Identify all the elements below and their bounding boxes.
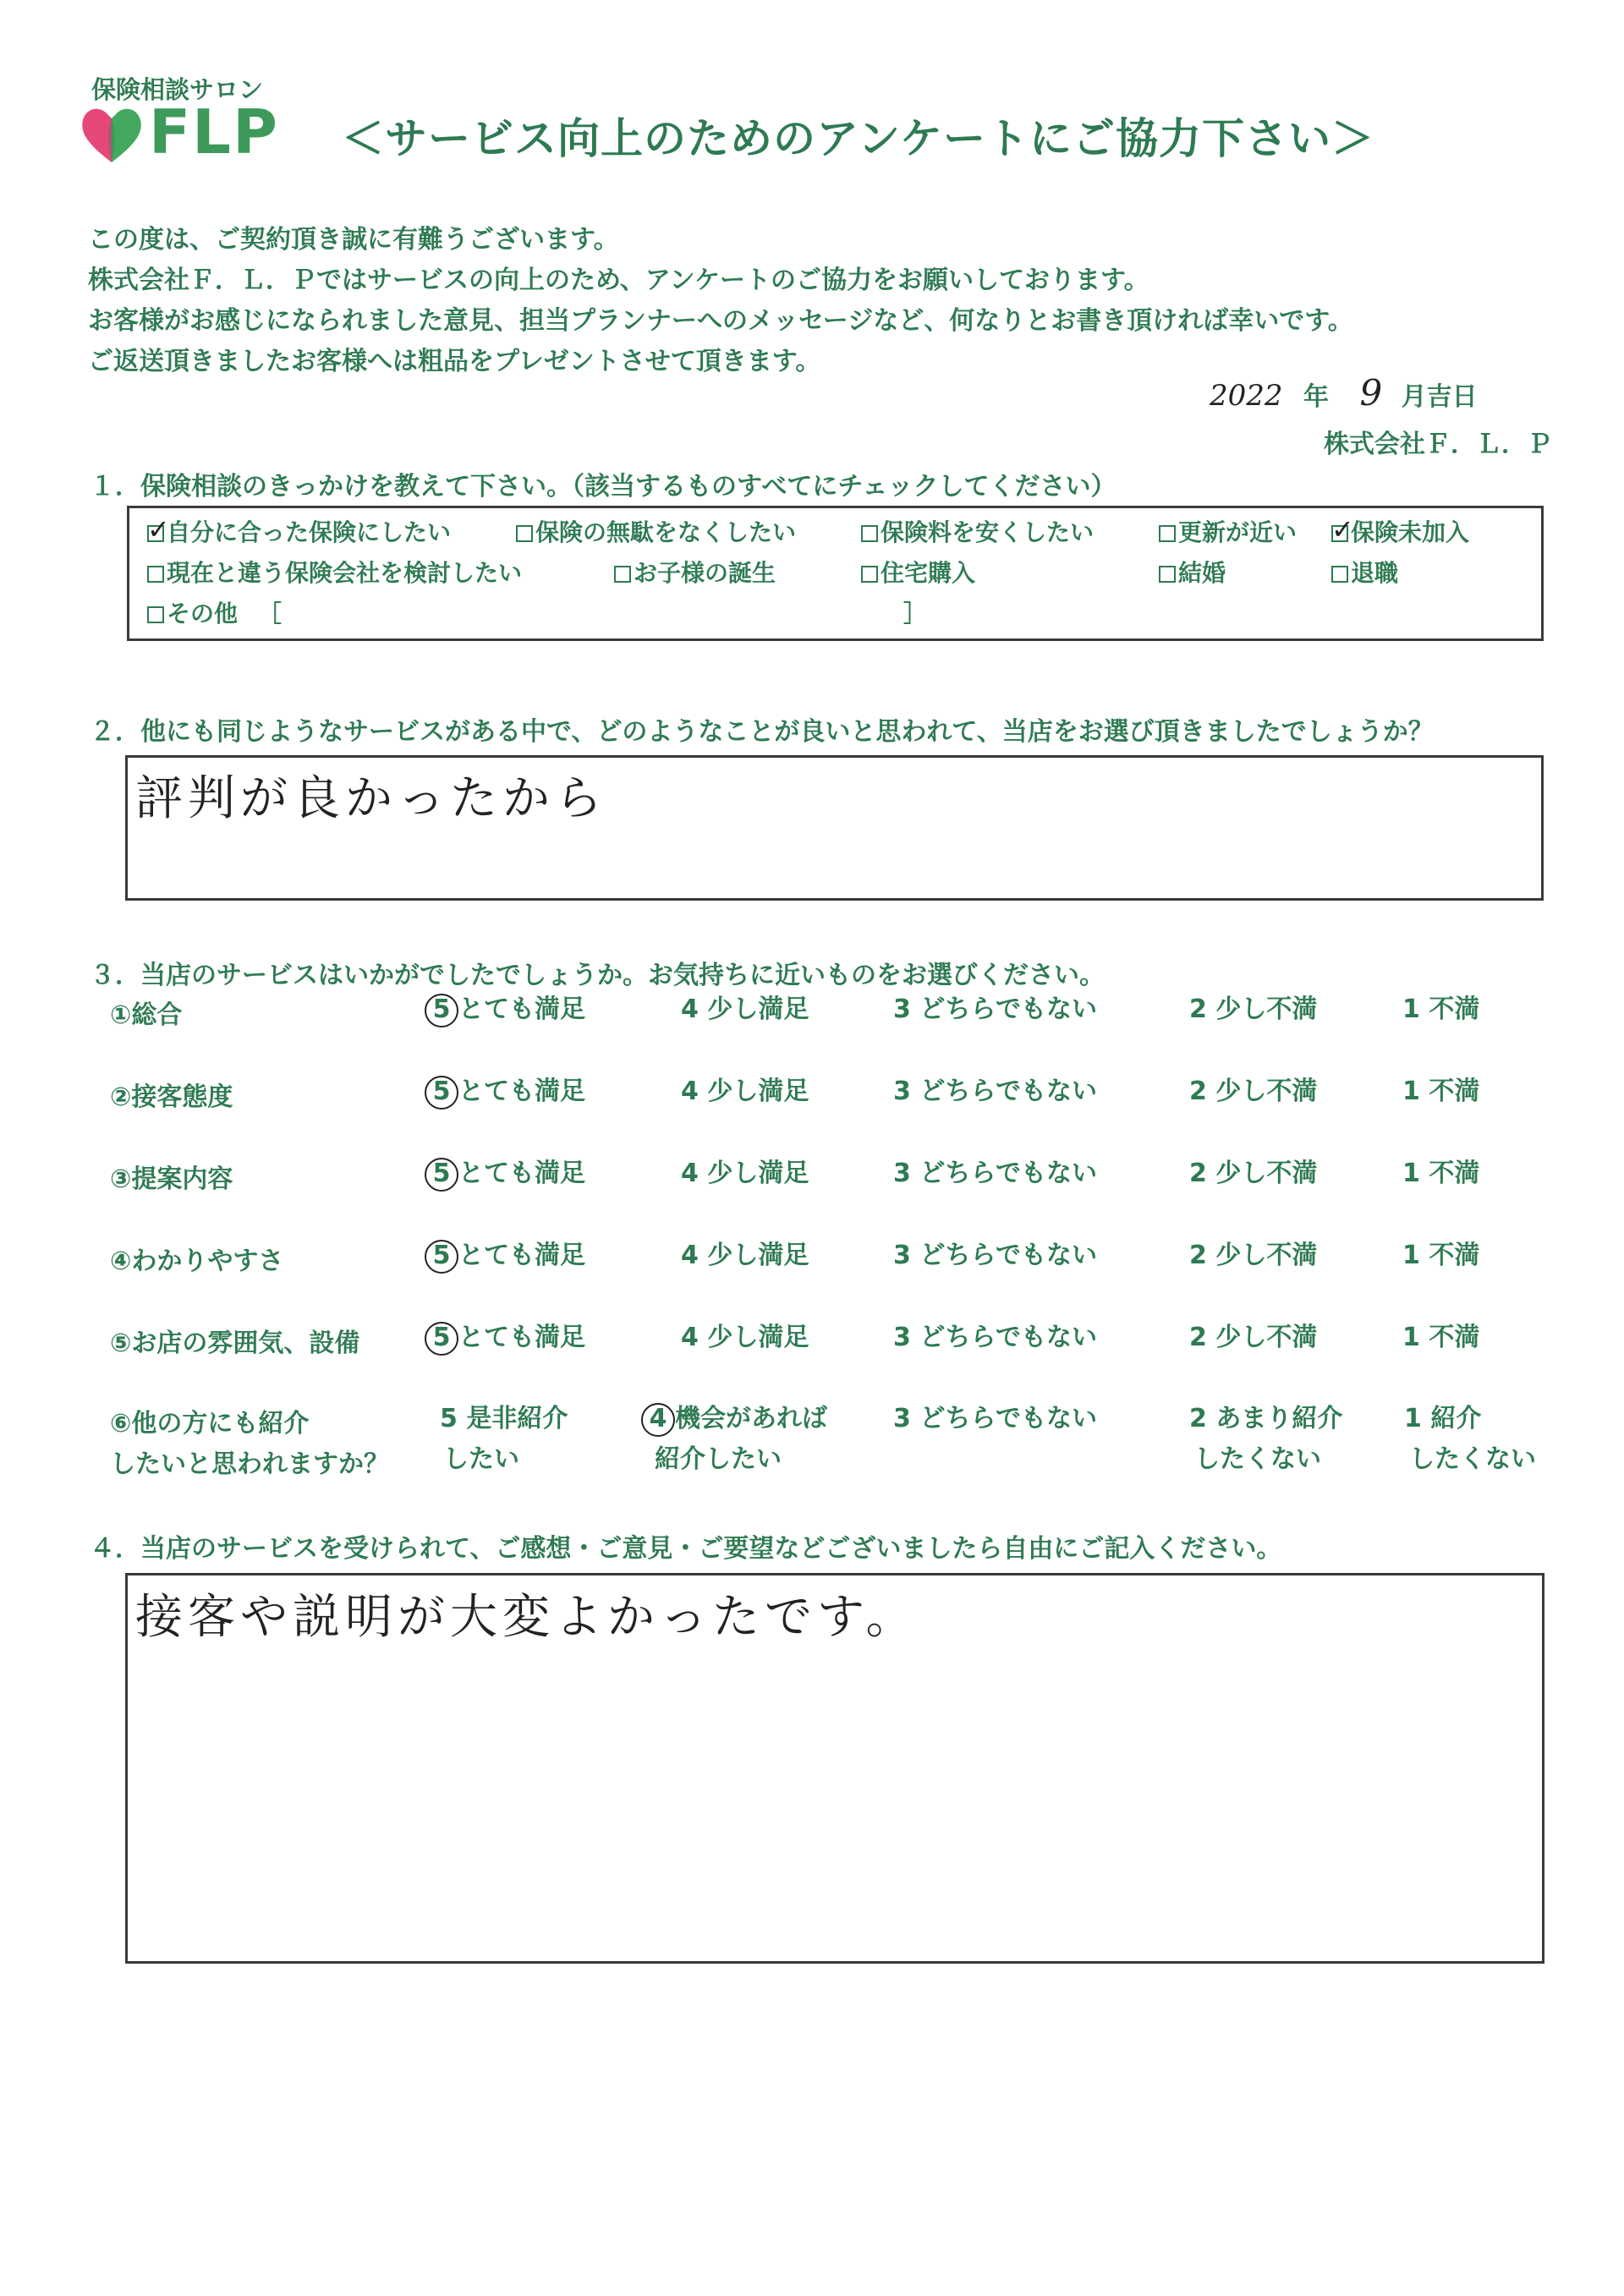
q2-answer: 評判が良かったから [135,771,607,826]
checkbox[interactable] [516,525,533,542]
referral-option-1[interactable]: 1 紹介 したくない [1404,1404,1536,1474]
checkbox[interactable] [614,566,631,583]
checkbox[interactable] [1331,513,1354,545]
hearts-logo-icon [78,101,145,166]
rating-option-1[interactable]: 1 不満 [1402,1241,1480,1270]
rating-option-2[interactable]: 2 少し不満 [1189,1077,1318,1106]
intro-line-1: この度は、ご契約頂き誠に有難うございます。 [88,225,619,255]
company-name: 株式会社Ｆ．Ｌ．Ｐ [1324,430,1552,459]
rating-option-5[interactable]: 5 とても満足 [425,1071,585,1112]
checkbox[interactable] [1159,566,1176,583]
q1-option-other-company[interactable]: 現在と違う保険会社を検討したい [147,555,522,589]
check-mark-icon: ✓ [147,513,170,545]
rating-option-4[interactable]: 4 少し満足 [681,995,809,1024]
selected-circle-mark: 5 [425,1322,458,1356]
q1-option-cheaper[interactable]: 保険料を安くしたい [861,514,1094,548]
rating-option-2[interactable]: 2 少し不満 [1189,1323,1318,1352]
date-month-value: 9 [1359,372,1383,414]
checkbox[interactable] [861,566,878,583]
rating-label-referral: ⑥他の方にも紹介 したいと思われますか？ [110,1409,389,1479]
rating-option-4[interactable]: 4 少し満足 [681,1159,809,1188]
rating-option-5[interactable]: 5 とても満足 [425,989,585,1030]
selected-circle-mark: 5 [425,1076,458,1110]
check-mark-icon: ✓ [1331,513,1354,545]
q1-option-retirement[interactable]: 退職 [1331,555,1398,589]
checkbox[interactable] [147,606,164,623]
q4-answer: 接客や説明が大変よかったです。 [135,1590,919,1645]
selected-circle-mark: 5 [425,1240,458,1274]
referral-option-4[interactable]: 4 機会があれば 紹介したい [641,1399,827,1480]
date-month-label: 月吉日 [1401,382,1478,412]
intro-line-3: お客様がお感じになられました意見、担当プランナーへのメッセージなど、何なりとお書き頂ければ幸いです。 [88,306,1353,336]
referral-option-2[interactable]: 2 あまり紹介 したくない [1189,1404,1343,1474]
checkbox[interactable] [861,525,878,542]
referral-option-3[interactable]: 3 どちらでもない [893,1404,1098,1433]
q3-title: ３．当店のサービスはいかがでしたでしょうか。お気持ちに近いものをお選びください。 [90,961,1105,990]
date-year-label: 年 [1303,382,1329,412]
rating-label-proposal: ③提案内容 [110,1164,233,1194]
brand-subtitle: 保険相談サロン [91,75,264,104]
rating-option-3[interactable]: 3 どちらでもない [893,1241,1098,1270]
other-bracket-open: ［ [257,600,282,627]
intro-line-2: 株式会社Ｆ．Ｌ．Ｐではサービスの向上のため、アンケートのご協力をお願いしております。 [88,266,1149,295]
q1-option-marriage[interactable]: 結婚 [1159,555,1226,589]
q1-option-own-insurance[interactable]: ✓ 自分に合った保険にしたい [147,513,452,546]
rating-option-1[interactable]: 1 不満 [1402,1323,1480,1352]
rating-option-5[interactable]: 5 とても満足 [425,1318,585,1358]
q1-option-house-purchase[interactable]: 住宅購入 [861,555,975,589]
q2-title: ２．他にも同じようなサービスがある中で、どのようなことが良いと思われて、当店をお選び頂きましたでしょうか？ [90,717,1434,747]
q1-option-reduce-waste[interactable]: 保険の無駄をなくしたい [516,514,796,548]
checkbox[interactable] [147,566,164,583]
rating-option-3[interactable]: 3 どちらでもない [893,1077,1098,1106]
q1-option-uninsured[interactable]: ✓ 保険未加入 [1331,513,1470,546]
brand-name: FLP [149,96,279,167]
rating-option-1[interactable]: 1 不満 [1402,1159,1480,1188]
rating-option-4[interactable]: 4 少し満足 [681,1077,809,1106]
q1-option-other[interactable]: その他 ［ [147,595,282,629]
rating-option-5[interactable]: 5 とても満足 [425,1153,585,1194]
rating-option-1[interactable]: 1 不満 [1402,1077,1480,1106]
rating-option-3[interactable]: 3 どちらでもない [893,995,1098,1024]
rating-option-2[interactable]: 2 少し不満 [1189,1241,1318,1270]
intro-line-4: ご返送頂きましたお客様へは粗品をプレゼントさせて頂きます。 [88,347,821,376]
q1-title: １．保険相談のきっかけを教えて下さい。（該当するものすべてにチェックしてください） [90,472,1116,501]
rating-label-overall: ①総合 [110,1000,183,1030]
rating-option-3[interactable]: 3 どちらでもない [893,1323,1098,1352]
referral-option-5[interactable]: 5 是非紹介 したい [440,1404,568,1474]
checkbox[interactable] [1159,525,1176,542]
rating-option-5[interactable]: 5 とても満足 [425,1236,585,1276]
date-year-value: 2022 [1210,379,1283,413]
other-bracket-close: ］ [903,600,928,627]
selected-circle-mark: 5 [425,1158,458,1192]
checkbox[interactable] [147,513,170,545]
survey-title: ＜サービス向上のためのアンケートにご協力下さい＞ [342,114,1374,163]
rating-label-atmosphere: ⑤お店の雰囲気、設備 [110,1329,360,1358]
selected-circle-mark: 4 [641,1403,675,1437]
q4-title: ４．当店のサービスを受けられて、ご感想・ご意見・ご要望などございましたら自由にご記入ください。 [90,1534,1282,1564]
checkbox[interactable] [1331,566,1348,583]
rating-option-2[interactable]: 2 少し不満 [1189,995,1318,1024]
q1-option-renewal[interactable]: 更新が近い [1159,514,1297,548]
q1-option-child-birth[interactable]: お子様の誕生 [614,555,776,589]
date-line [1210,372,1478,414]
brand-logo [78,96,281,167]
rating-label-clarity: ④わかりやすさ [110,1247,284,1276]
rating-option-4[interactable]: 4 少し満足 [681,1323,809,1352]
selected-circle-mark: 5 [425,994,458,1027]
rating-option-4[interactable]: 4 少し満足 [681,1241,809,1270]
rating-label-service-attitude: ②接客態度 [110,1082,233,1112]
rating-option-2[interactable]: 2 少し不満 [1189,1159,1318,1188]
rating-option-3[interactable]: 3 どちらでもない [893,1159,1098,1188]
rating-option-1[interactable]: 1 不満 [1402,995,1480,1024]
